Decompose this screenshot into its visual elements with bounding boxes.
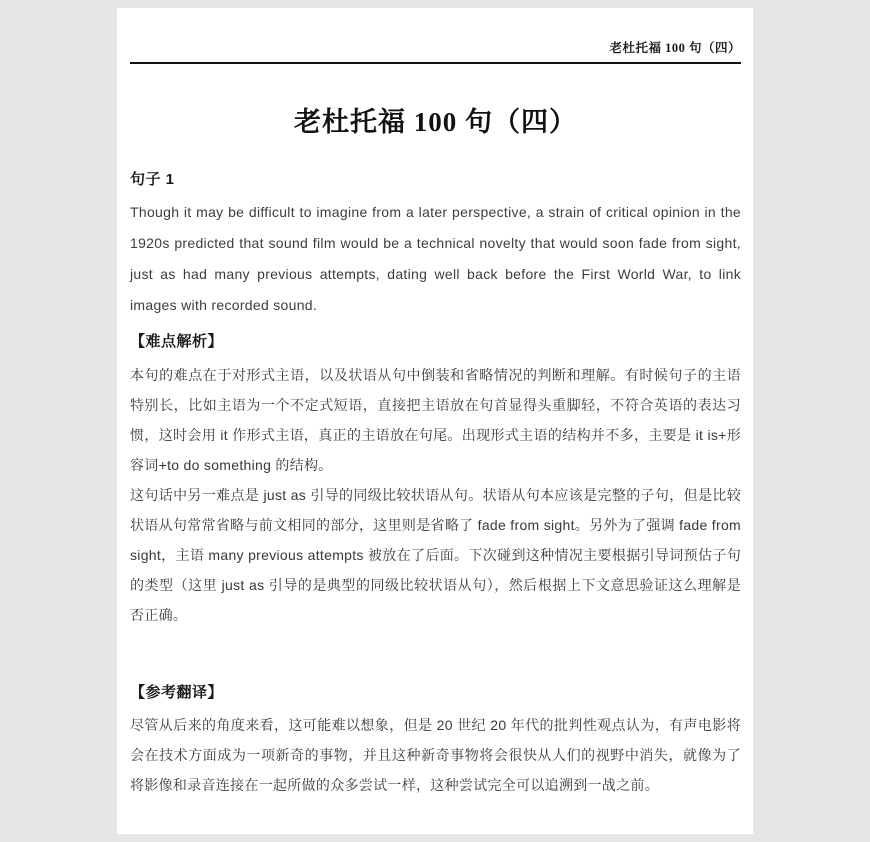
translation-paragraph: 尽管从后来的角度来看，这可能难以想象，但是 20 世纪 20 年代的批判性观点认为，有声电影将会在技术方面成为一项新奇的事物，并且这种新奇事物将会很快从人们的视野中消失，就像为了将影像和录音连接在一起所做的众多尝试一样，这种尝试完全可以追溯到一战之前。	[130, 717, 741, 793]
section-heading-analysis: 【难点解析】	[130, 333, 224, 350]
analysis-paragraph-2: 这句话中另一难点是 just as 引导的同级比较状语从句。状语从句本应该是完整的子句，但是比较状语从句常常省略与前文相同的部分，这里则是省略了 fade from sight。另外为了强调 fade from sight，主语 many previous attempts 被放在了后面。下次碰到这种情况主要根据引导词预估子句的类型（这里 just as 引导的是典型的同级比较状语从句），然后根据上下文意思验证这么理解是否正确。	[130, 486, 741, 623]
running-header: 老杜托福 100 句（四）	[609, 41, 741, 55]
section-heading-translation: 【参考翻译】	[130, 683, 224, 701]
header-rule	[130, 62, 741, 64]
document-title: 老杜托福 100 句（四）	[294, 106, 577, 137]
sentence-english-paragraph: Though it may be difficult to imagine from a later perspective, a strain of critical opinion in the 1920s predicted that sound film would be a technical novelty that would soon fade from sight, just as had many previous attempts, dating well back before the First World War, to link images with recorded sound.	[130, 204, 741, 313]
document-page	[117, 8, 753, 834]
analysis-paragraph-1: 本句的难点在于对形式主语，以及状语从句中倒装和省略情况的判断和理解。有时候句子的主语特别长，比如主语为一个不定式短语，直接把主语放在句首显得头重脚轻，不符合英语的表达习惯，这时会用 it 作形式主语，真正的主语放在句尾。出现形式主语的结构并不多，主要是 it is+形容词+to do something 的结构。	[130, 366, 741, 473]
section-heading-sentence-1: 句子 1	[130, 170, 175, 188]
